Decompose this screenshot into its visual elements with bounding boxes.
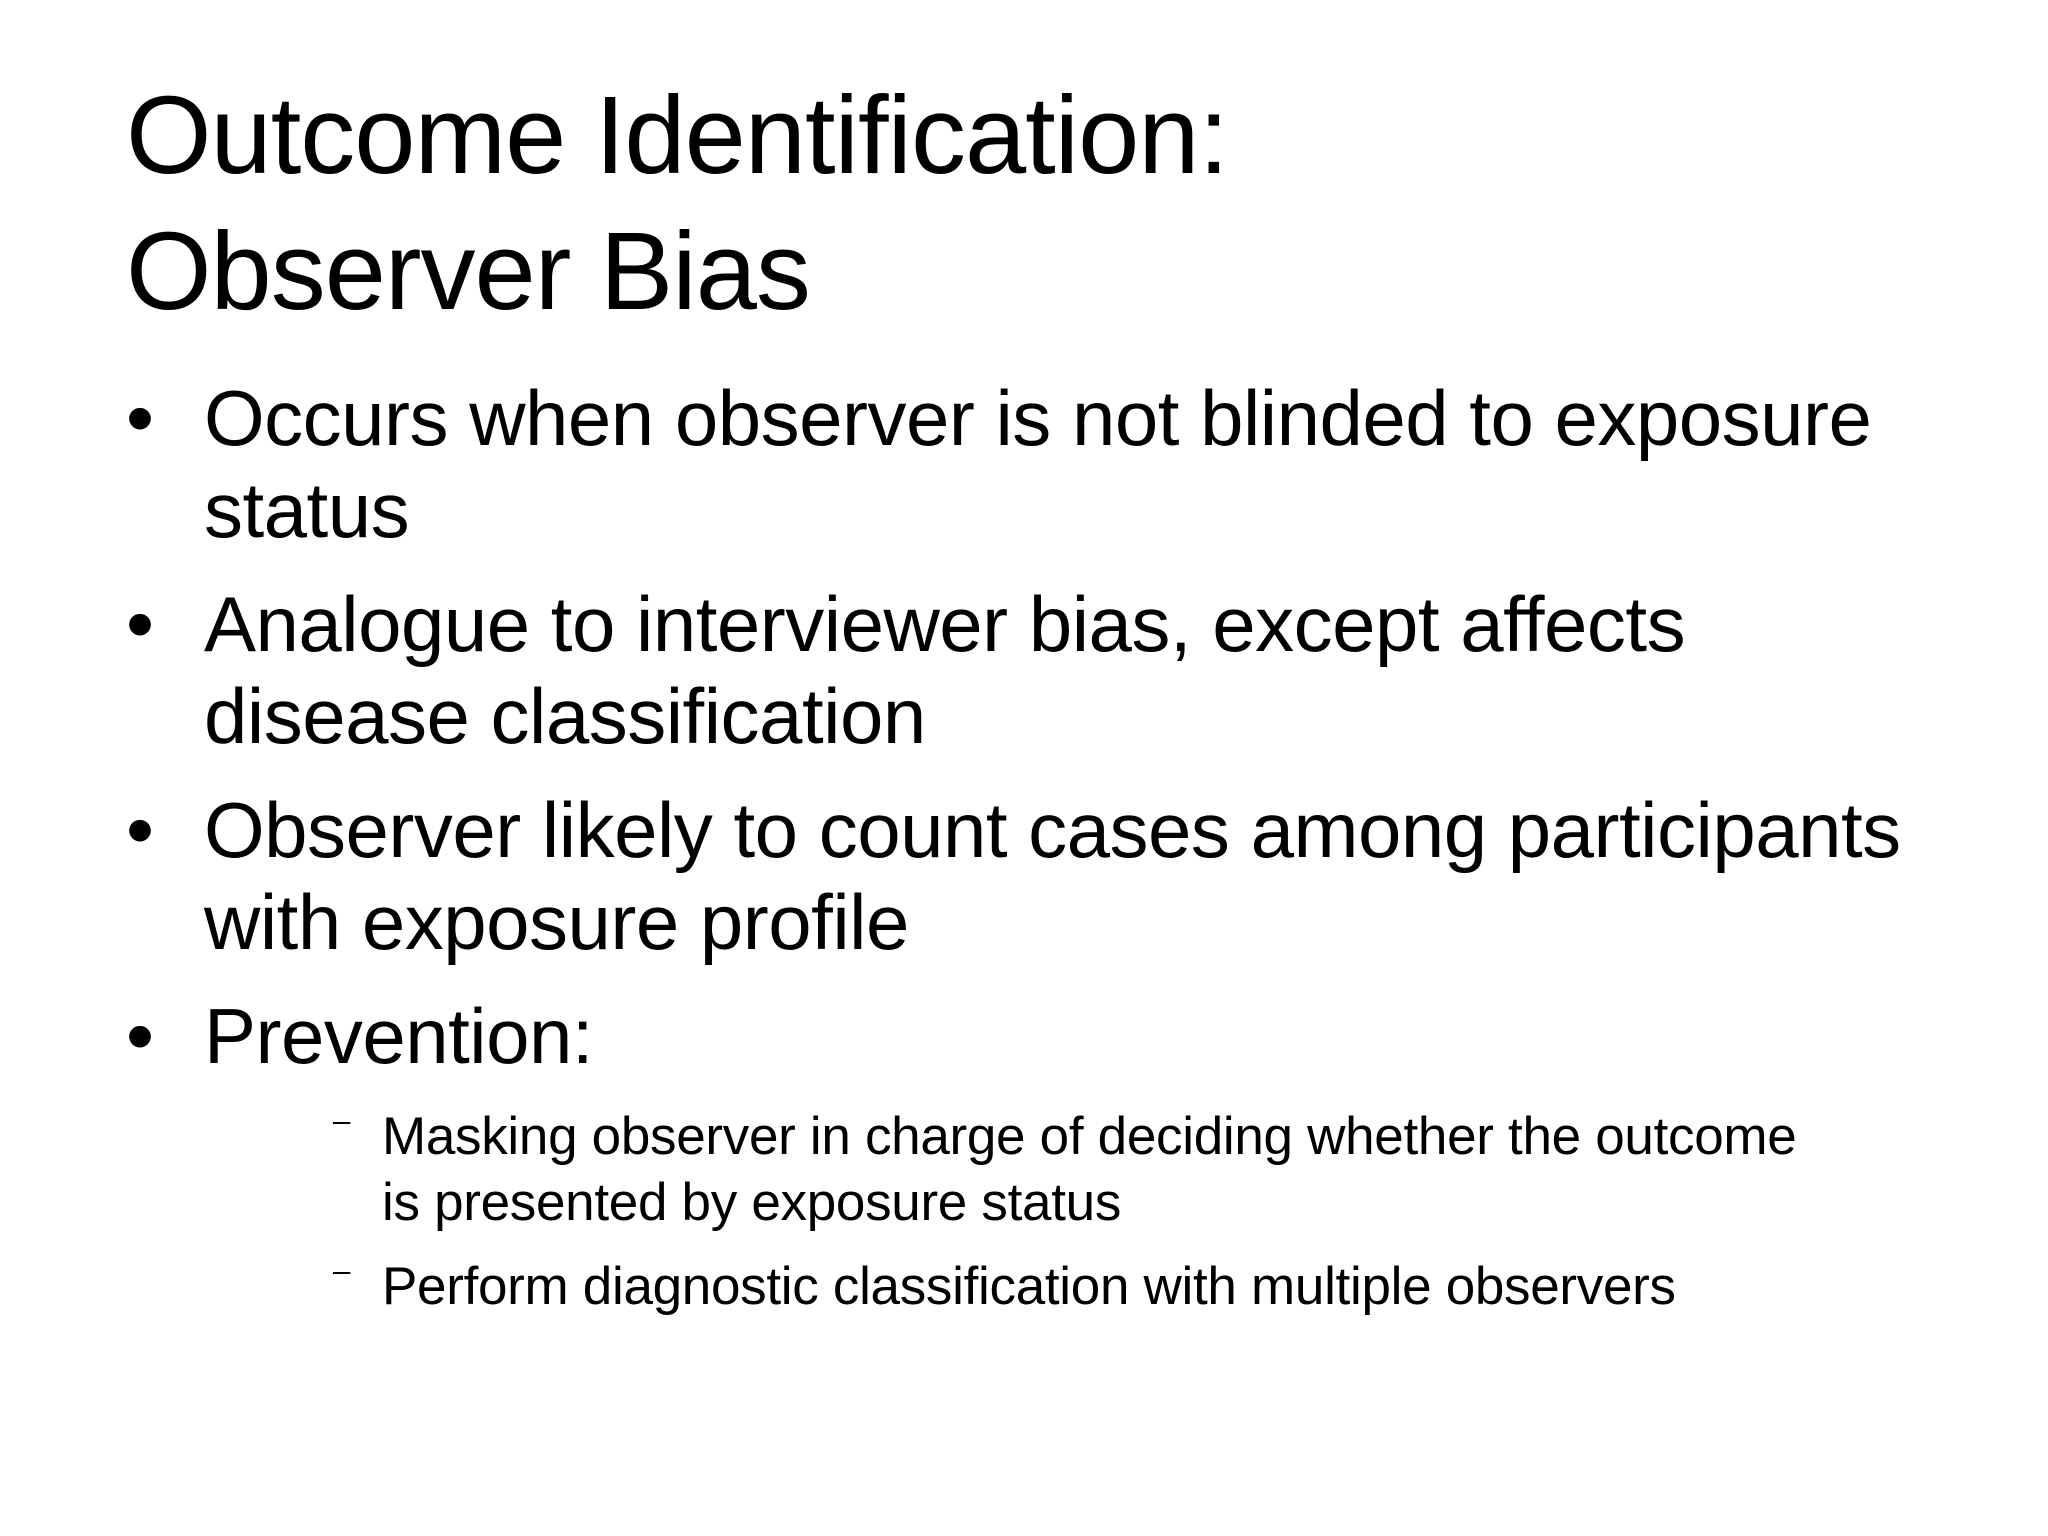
- dash-icon: ⁻: [330, 1106, 354, 1155]
- title-line-1: Outcome Identification:: [126, 74, 1229, 197]
- bullet-text: Analogue to interviewer bias, except affects disease classification: [204, 580, 1686, 760]
- bullet-text: Observer likely to count cases among participants with exposure profile: [204, 786, 1901, 966]
- title-line-2: Observer Bias: [126, 210, 810, 333]
- dash-icon: ⁻: [330, 1256, 354, 1305]
- bullet-dot-icon: •: [126, 373, 155, 462]
- bullet-text: Occurs when observer is not blinded to exposure status: [204, 374, 1872, 554]
- sub-bullet-text: Masking observer in charge of deciding whether the outcome is presented by exposure status: [382, 1107, 1797, 1232]
- bullet-dot-icon: •: [126, 991, 155, 1080]
- slide-title: [126, 68, 1926, 340]
- bullet-dot-icon: •: [126, 579, 155, 668]
- bullet-dot-icon: •: [126, 785, 155, 874]
- bullet-text: Prevention:: [204, 992, 594, 1080]
- sub-bullet-text: Perform diagnostic classification with multiple observers: [382, 1257, 1676, 1316]
